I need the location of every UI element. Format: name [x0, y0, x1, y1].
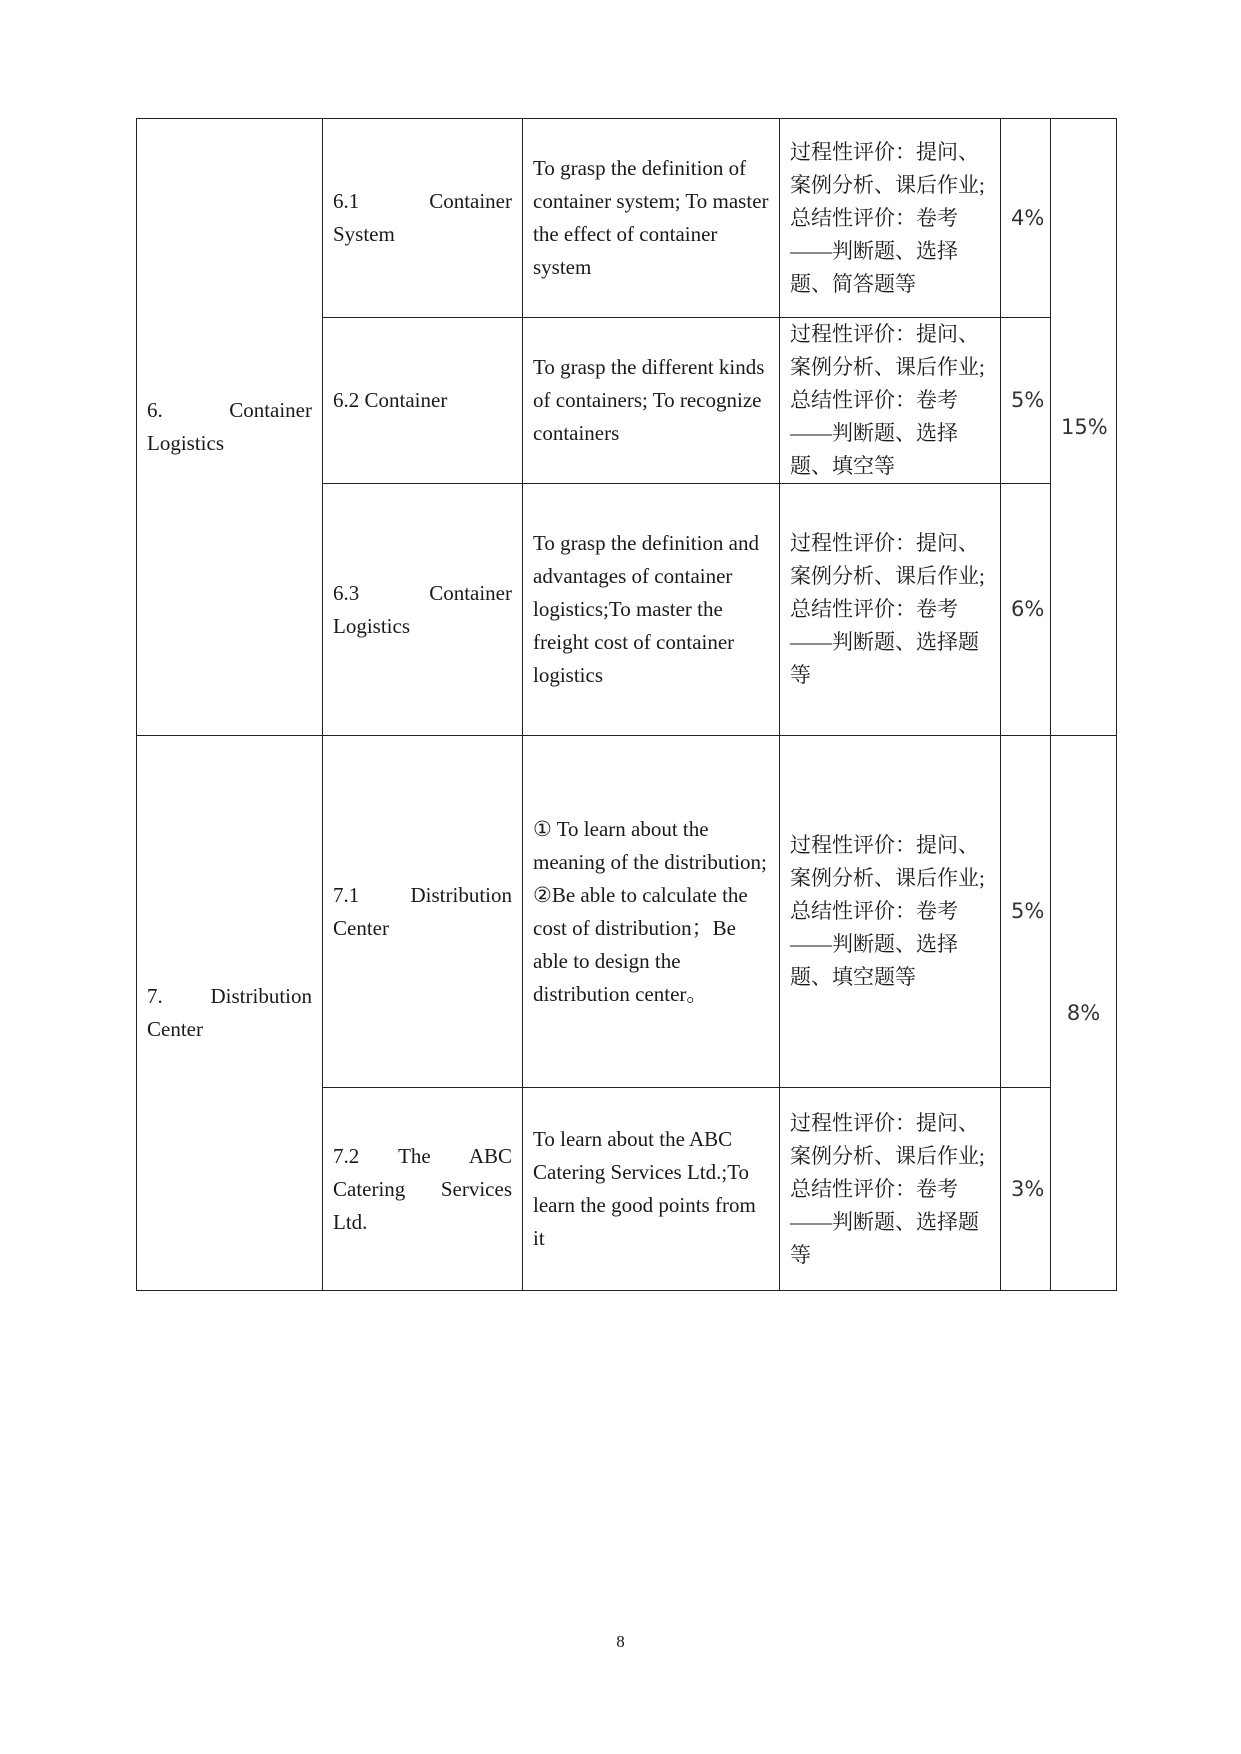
weight-cell: 5%: [1001, 318, 1051, 484]
section-cell: 7.2 The ABC Catering Services Ltd.: [323, 1088, 523, 1291]
section-cell: 6.2 Container: [323, 318, 523, 484]
total-weight-cell: 15%: [1051, 119, 1117, 736]
weight-cell: 6%: [1001, 484, 1051, 736]
objective-cell: To learn about the ABC Catering Services Ltd.;To learn the good points from it: [523, 1088, 780, 1291]
objective-cell: To grasp the definition of container system; To master the effect of container system: [523, 119, 780, 318]
chapter-cell: 7. Distribution Center: [137, 736, 323, 1291]
total-weight-cell: 8%: [1051, 736, 1117, 1291]
weight-cell: 5%: [1001, 736, 1051, 1088]
weight-cell: 3%: [1001, 1088, 1051, 1291]
evaluation-cell: 过程性评价：提问、案例分析、课后作业;总结性评价：卷考——判断题、选择题、填空等: [780, 318, 1001, 484]
section-cell: 6.1 Container System: [323, 119, 523, 318]
table-row: [137, 736, 1117, 1088]
table-row: [137, 119, 1117, 318]
objective-cell: To grasp the definition and advantages of container logistics;To master the freight cost of container logistics: [523, 484, 780, 736]
section-cell: 6.3 Container Logistics: [323, 484, 523, 736]
page-number: 8: [616, 1632, 625, 1651]
syllabus-table: [136, 118, 1117, 1291]
chapter-cell: 6. Container Logistics: [137, 119, 323, 736]
section-cell: 7.1 Distribution Center: [323, 736, 523, 1088]
evaluation-cell: 过程性评价：提问、案例分析、课后作业;总结性评价：卷考——判断题、选择题等: [780, 484, 1001, 736]
objective-cell: To grasp the different kinds of containers; To recognize containers: [523, 318, 780, 484]
evaluation-cell: 过程性评价：提问、案例分析、课后作业;总结性评价：卷考——判断题、选择题、简答题等: [780, 119, 1001, 318]
evaluation-cell: 过程性评价：提问、案例分析、课后作业;总结性评价：卷考——判断题、选择题等: [780, 1088, 1001, 1291]
objective-cell: ① To learn about the meaning of the distribution; ②Be able to calculate the cost of distribution；Be able to design the distribution center。: [523, 736, 780, 1088]
evaluation-cell: 过程性评价：提问、案例分析、课后作业;总结性评价：卷考——判断题、选择题、填空题等: [780, 736, 1001, 1088]
weight-cell: 4%: [1001, 119, 1051, 318]
